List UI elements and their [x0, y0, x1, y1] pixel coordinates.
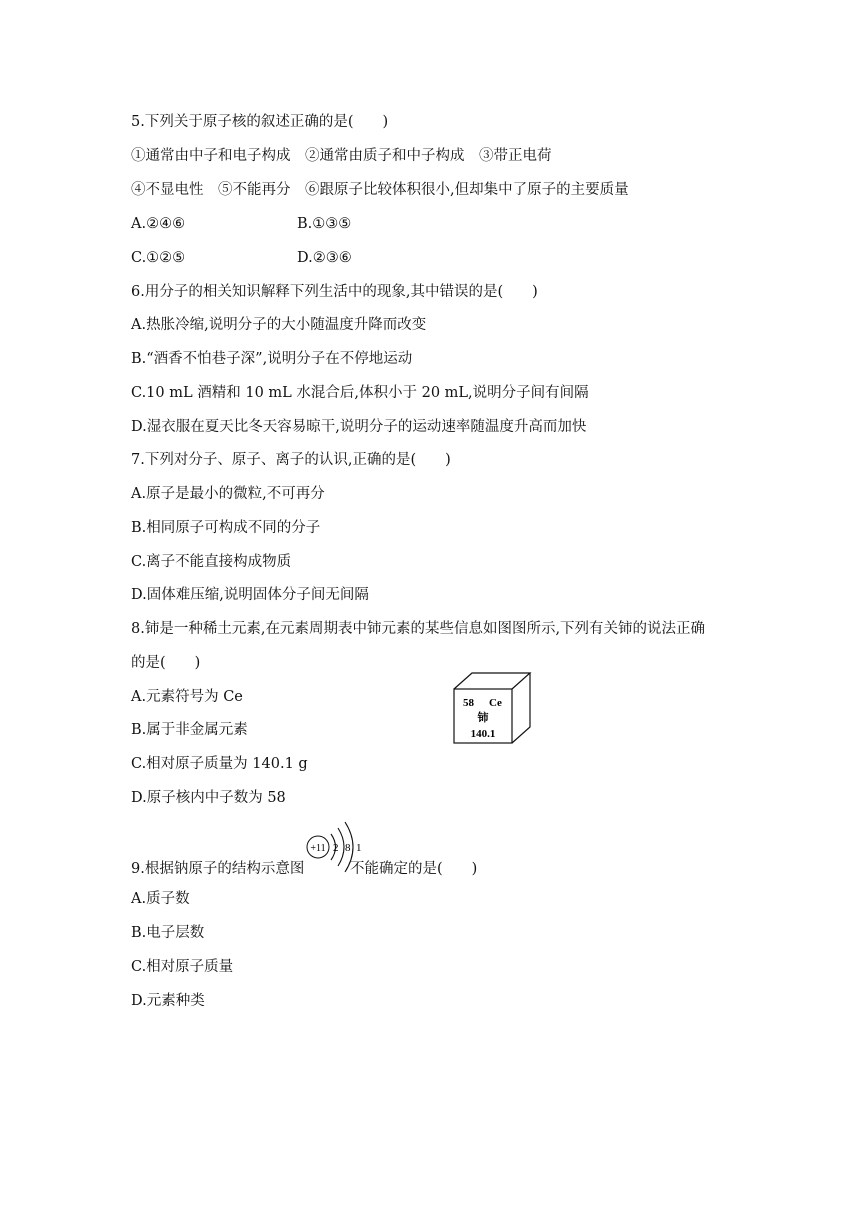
shell-electrons-2: 8	[345, 842, 351, 854]
sodium-atom-structure-diagram	[305, 818, 367, 874]
q7-stem: 7.下列对分子、原子、离子的认识,正确的是( )	[131, 452, 451, 468]
q9-stem-after: 不能确定的是( )	[350, 861, 478, 877]
q5-option-b: B.①③⑤	[297, 216, 352, 232]
q5-stem: 5.下列关于原子核的叙述正确的是( )	[131, 114, 389, 130]
q9-option-b: B.电子层数	[131, 925, 205, 941]
q5-option-d: D.②③⑥	[297, 250, 352, 266]
element-atomic-number: 58	[463, 697, 474, 709]
q6-option-a: A.热胀冷缩,说明分子的大小随温度升降而改变	[131, 317, 427, 333]
q7-option-b: B.相同原子可构成不同的分子	[131, 520, 321, 536]
q8-option-c: C.相对原子质量为 140.1 g	[131, 756, 308, 772]
q8-option-b: B.属于非金属元素	[131, 722, 248, 738]
q8-option-d: D.原子核内中子数为 58	[131, 790, 286, 806]
cerium-element-card	[452, 671, 534, 745]
q9-stem-before: 9.根据钠原子的结构示意图	[131, 861, 305, 877]
element-atomic-mass: 140.1	[470, 728, 496, 740]
q8-stem-line1: 8.铈是一种稀土元素,在元素周期表中铈元素的某些信息如图图所示,下列有关铈的说法正确	[131, 621, 706, 637]
q5-option-a: A.②④⑥	[131, 216, 186, 232]
q7-option-a: A.原子是最小的微粒,不可再分	[131, 486, 325, 502]
q9-option-c: C.相对原子质量	[131, 959, 234, 975]
q6-option-b: B.“酒香不怕巷子深”,说明分子在不停地运动	[131, 351, 413, 367]
q5-option-c: C.①②⑤	[131, 250, 186, 266]
q6-option-d: D.湿衣服在夏天比冬天容易晾干,说明分子的运动速率随温度升高而加快	[131, 419, 587, 435]
element-symbol: Ce	[489, 697, 502, 709]
q9-option-d: D.元素种类	[131, 993, 205, 1009]
element-name: 铈	[477, 711, 489, 724]
q6-stem: 6.用分子的相关知识解释下列生活中的现象,其中错误的是( )	[131, 284, 538, 300]
shell-electrons-1: 2	[333, 842, 339, 854]
q8-option-a: A.元素符号为 Ce	[131, 689, 243, 705]
q7-option-c: C.离子不能直接构成物质	[131, 554, 292, 570]
q9-option-a: A.质子数	[131, 891, 190, 907]
shell-electrons-3: 1	[356, 842, 362, 854]
q5-statements-line2: ④不显电性 ⑤不能再分 ⑥跟原子比较体积很小,但却集中了原子的主要质量	[131, 182, 629, 198]
q7-option-d: D.固体难压缩,说明固体分子间无间隔	[131, 587, 369, 603]
q8-stem-line2: 的是( )	[131, 655, 201, 671]
nucleus-charge: +11	[310, 843, 326, 854]
q6-option-c: C.10 mL 酒精和 10 mL 水混合后,体积小于 20 mL,说明分子间有间隔	[131, 385, 589, 401]
q5-statements-line1: ①通常由中子和电子构成 ②通常由质子和中子构成 ③带正电荷	[131, 148, 552, 164]
